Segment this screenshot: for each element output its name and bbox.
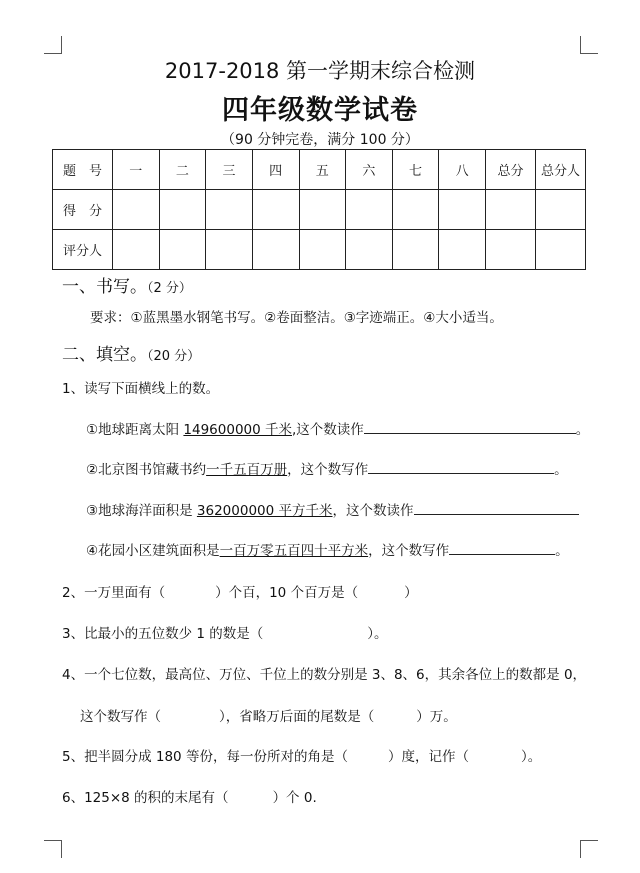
- q1a-end: 。: [575, 422, 590, 438]
- section2-points: （20 分）: [147, 349, 201, 364]
- q2-text-a: 2、一万里面有（: [62, 585, 166, 601]
- score-cell: [439, 190, 486, 230]
- header-cell: 四: [252, 150, 299, 190]
- section1-points: （2 分）: [147, 281, 192, 296]
- grader-cell: [299, 230, 346, 270]
- q3: [62, 622, 388, 642]
- q1c-answer-blank[interactable]: [414, 501, 579, 515]
- score-cell: [392, 190, 439, 230]
- grader-cell: [392, 230, 439, 270]
- q1b-text: ②北京图书馆藏书约: [86, 462, 207, 478]
- q2-text-b: ）个百，10 个百万是（: [215, 585, 359, 601]
- score-cell: [159, 190, 206, 230]
- score-table: [52, 149, 586, 270]
- q1a-prompt: ,这个数读作: [292, 422, 364, 438]
- score-cell: [486, 190, 536, 230]
- header-cell: 七: [392, 150, 439, 190]
- score-cell: [346, 190, 393, 230]
- crop-mark-top-right: [580, 36, 598, 54]
- grader-cell: [159, 230, 206, 270]
- grader-cell: [252, 230, 299, 270]
- q4-line1: 4、一个七位数，最高位、万位、千位上的数分别是 3、8、6，其余各位上的数都是 0，: [62, 667, 587, 683]
- q1-item-a: [86, 418, 589, 438]
- q5-text-c: ）。: [520, 749, 542, 765]
- q1b-number: 一千五百万册: [206, 462, 288, 478]
- header-cell: 总分人: [536, 150, 586, 190]
- score-table-header-row: [53, 150, 586, 190]
- q2: [62, 581, 418, 601]
- q1d-number: 一百万零五百四十平方米: [219, 543, 369, 559]
- q4-text-b: ），省略万后面的尾数是（: [219, 709, 375, 725]
- grader-cell: [113, 230, 160, 270]
- section1-title: 一、书写。: [62, 277, 147, 297]
- section2-title: 二、填空。: [62, 345, 147, 365]
- q1-item-d: [86, 539, 569, 559]
- q1d-answer-blank[interactable]: [449, 541, 555, 555]
- q1d-end: 。: [555, 543, 569, 559]
- score-cell: [536, 190, 586, 230]
- q1a-number: 149600000 千米: [183, 422, 292, 438]
- q1-item-c: [86, 499, 579, 519]
- exam-subtitle: 四年级数学试卷: [222, 95, 418, 126]
- q6-text-a: 6、125×8 的积的末尾有（: [62, 790, 229, 806]
- score-table-grader-row: [53, 230, 586, 270]
- section2-heading: [62, 340, 200, 365]
- grader-cell: [439, 230, 486, 270]
- grader-cell: [346, 230, 393, 270]
- exam-note: （90 分钟完卷，满分 100 分）: [221, 132, 419, 148]
- q1b-end: 。: [554, 462, 568, 478]
- q2-text-c: ）: [404, 585, 418, 601]
- q3-text-a: 3、比最小的五位数少 1 的数是（: [62, 626, 264, 642]
- q1c-prompt: ，这个数读作: [332, 503, 414, 519]
- grader-cell: [206, 230, 253, 270]
- section1-heading: [62, 272, 192, 297]
- q6-text-b: ）个 0.: [272, 790, 317, 806]
- score-table-score-row: [53, 190, 586, 230]
- q1-stem: 1、读写下面横线上的数。: [62, 381, 220, 397]
- q5: [62, 745, 541, 765]
- header-cell: 六: [346, 150, 393, 190]
- q1-item-b: [86, 458, 568, 478]
- header-cell: 题 号: [53, 150, 113, 190]
- q6: [62, 786, 317, 806]
- header-cell: 二: [159, 150, 206, 190]
- score-cell: [252, 190, 299, 230]
- grader-cell: [536, 230, 586, 270]
- q4-text-c: ）万。: [416, 709, 457, 725]
- grader-cell: [486, 230, 536, 270]
- header-cell: 三: [206, 150, 253, 190]
- q4-text-a: 这个数写作（: [80, 709, 161, 725]
- q5-text-a: 5、把半圆分成 180 等份，每一份所对的角是（: [62, 749, 348, 765]
- row-label: 评分人: [53, 230, 113, 270]
- header-cell: 总分: [486, 150, 536, 190]
- section1-requirement: 要求：①蓝黑墨水钢笔书写。②卷面整洁。③字迹端正。④大小适当。: [90, 310, 503, 326]
- header-cell: 五: [299, 150, 346, 190]
- q1c-number: 362000000 平方千米: [196, 503, 333, 519]
- header-cell: 一: [113, 150, 160, 190]
- score-cell: [206, 190, 253, 230]
- crop-mark-bottom-right: [580, 840, 598, 858]
- q1c-text: ③地球海洋面积是: [86, 503, 197, 519]
- q5-text-b: ）度，记作（: [387, 749, 469, 765]
- row-label: 得 分: [53, 190, 113, 230]
- crop-mark-bottom-left: [44, 840, 62, 858]
- q1b-prompt: ，这个数写作: [287, 462, 369, 478]
- score-cell: [299, 190, 346, 230]
- header-cell: 八: [439, 150, 486, 190]
- q4-line2: [80, 705, 457, 725]
- crop-mark-top-left: [44, 36, 62, 54]
- score-cell: [113, 190, 160, 230]
- q1a-text: ①地球距离太阳: [86, 422, 184, 438]
- exam-title: 2017-2018 第一学期末综合检测: [164, 59, 476, 83]
- q1b-answer-blank[interactable]: [368, 460, 554, 474]
- q1d-text: ④花园小区建筑面积是: [86, 543, 220, 559]
- q3-text-b: ）。: [367, 626, 388, 642]
- q1d-prompt: ，这个数写作: [368, 543, 450, 559]
- q1a-answer-blank[interactable]: [364, 420, 576, 434]
